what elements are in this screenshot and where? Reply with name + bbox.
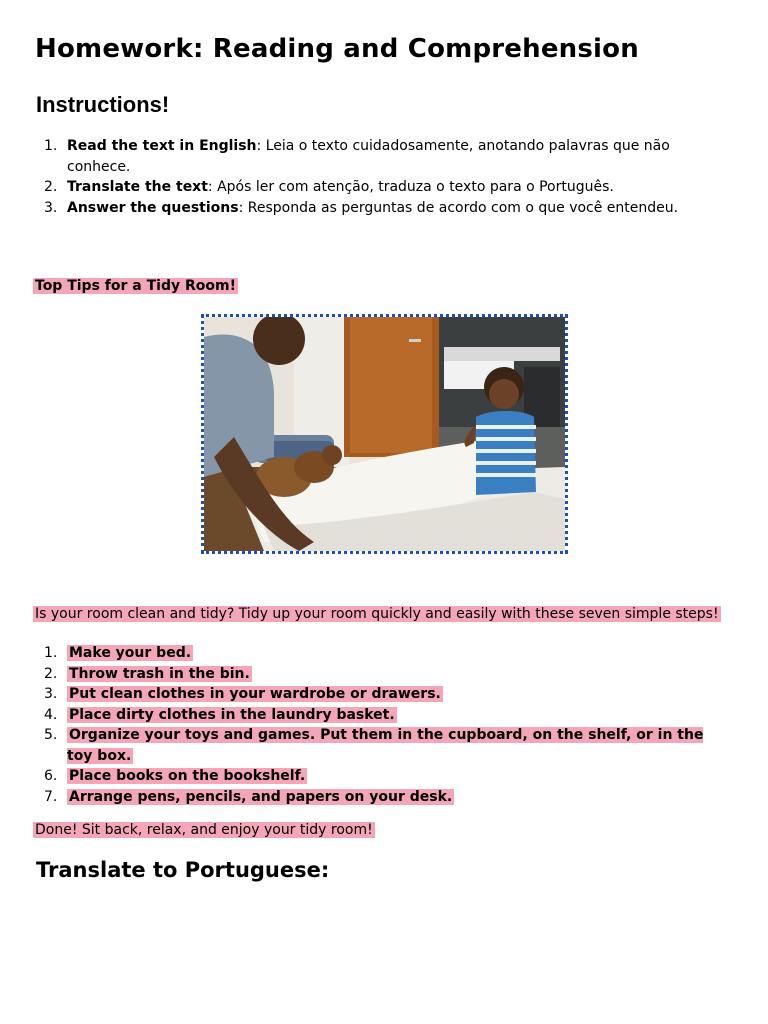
translate-heading: Translate to Portuguese:	[36, 858, 330, 882]
instruction-label: Answer the questions	[67, 199, 239, 216]
step-text: Organize your toys and games. Put them in the cupboard, on the shelf, or in the toy box.	[67, 727, 704, 764]
step-text: Throw trash in the bin.	[69, 665, 250, 682]
instruction-label: Translate the text	[67, 179, 208, 195]
reading-intro: Is your room clean and tidy? Tidy up your room quickly and easily with these seven simple steps!	[35, 606, 719, 622]
reading-title: Top Tips for a Tidy Room!	[35, 278, 236, 294]
list-number: 5.	[44, 727, 58, 743]
instruction-text: : Leia o texto cuidadosamente, anotando palavras que não conhece.	[67, 138, 670, 175]
step-item	[36, 766, 726, 787]
list-number: 1.	[44, 645, 58, 661]
step-text: Put clean clothes in your wardrobe or drawers.	[69, 686, 441, 702]
instruction-text: : Responda as perguntas de acordo com o que você entendeu.	[238, 199, 679, 216]
list-number: 2.	[44, 665, 58, 682]
instruction-item	[36, 198, 696, 219]
instruction-item	[36, 177, 696, 198]
instructions-heading: Instructions!	[36, 92, 170, 117]
step-item	[36, 684, 726, 705]
bed-making-illustration	[204, 317, 565, 551]
step-text: Arrange pens, pencils, and papers on your desk.	[69, 788, 453, 805]
instruction-label: Read the text in English	[67, 138, 257, 154]
list-number: 1.	[44, 138, 58, 154]
instruction-item	[36, 136, 696, 177]
list-number: 7.	[44, 788, 58, 805]
list-number: 4.	[44, 706, 58, 723]
list-number: 6.	[44, 768, 58, 784]
list-number: 3.	[44, 199, 58, 216]
step-item	[36, 643, 726, 664]
step-item	[36, 705, 726, 726]
list-number: 3.	[44, 686, 58, 702]
step-item	[36, 725, 726, 766]
instructions-list	[36, 136, 696, 218]
step-text: Place dirty clothes in the laundry basket.	[69, 706, 395, 723]
step-item	[36, 787, 726, 808]
instruction-text: : Após ler com atenção, traduza o texto para o Português.	[207, 179, 614, 195]
reading-closing: Done! Sit back, relax, and enjoy your tidy room!	[35, 822, 373, 838]
list-number: 2.	[44, 179, 58, 195]
step-text: Place books on the bookshelf.	[69, 768, 306, 784]
step-text: Make your bed.	[69, 645, 192, 661]
reading-photo	[201, 314, 568, 554]
page-title: Homework: Reading and Comprehension	[35, 34, 639, 64]
step-item	[36, 664, 726, 685]
steps-list	[36, 643, 726, 807]
